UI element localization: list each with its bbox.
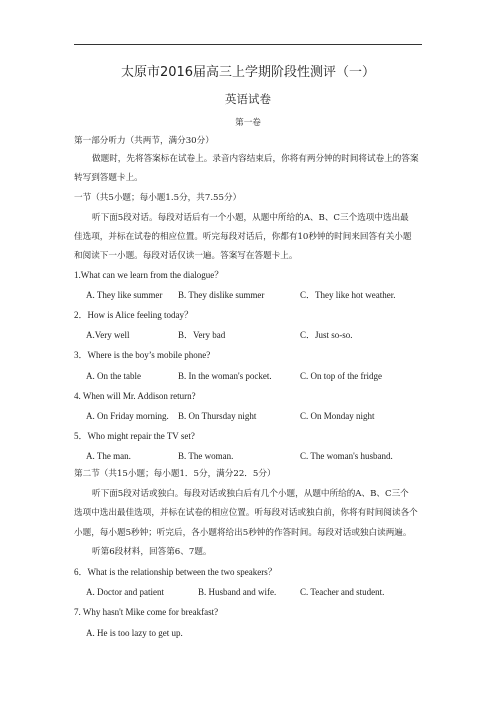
question-2: 2．How is Alice feeling today？ <box>74 310 193 320</box>
option-c: C．They like hot weather. <box>300 290 396 300</box>
section1-instruction: 听下面5段对话。每段对话后有一个小题，从题中所给的A、B、C三个选项中选出最 <box>92 213 409 223</box>
section2-instruction: 听下面5段对话或独白。每段对话或独白后有几个小题，从题中所给的A、B、C三个 <box>92 489 409 499</box>
option-b: B. They dislike summer <box>178 290 265 300</box>
section1-header: 一节（共5小题；每小题1.5分，共7.55分） <box>74 193 242 203</box>
option-a: A. On the table <box>86 371 141 381</box>
option-a: A. They like summer <box>86 290 163 300</box>
option-a: A. The man. <box>86 451 131 461</box>
option-a: A. He is too lazy to get up. <box>86 628 183 638</box>
option-a: A.Very well <box>86 330 130 340</box>
option-c: C. The woman's husband. <box>300 451 393 461</box>
section2-instruction: 小题，每小题5秒钟；听完后，各小题将给出5秒钟的作答时间。每段对话或独白读两遍。 <box>74 528 412 538</box>
option-b: B. On Thursday night <box>178 411 257 421</box>
option-c: C. Teacher and student. <box>300 587 385 597</box>
option-a: A. Doctor and patient <box>86 587 164 597</box>
question-7: 7. Why hasn't Mike come for breakfast? <box>74 607 219 617</box>
exam-title: 太原市2016届高三上学期阶段性测评（一） <box>120 65 376 80</box>
question-5: 5．Who might repair the TV set? <box>74 431 195 441</box>
question-6: 6．What is the relationship between the two speakers？ <box>74 567 277 577</box>
intro-line: 做题时，先将答案标在试卷上。录音内容结束后，你将有两分钟的时间将试卷上的答案 <box>92 154 419 164</box>
option-a: A. On Friday morning. <box>86 411 169 421</box>
exam-subtitle: 英语试卷 <box>225 92 271 106</box>
option-b: B．Very bad <box>178 330 226 340</box>
option-b: B. In the woman's pocket. <box>178 371 272 381</box>
section1-instruction: 和阅读下一小题。每段对话仅读一遍。答案写在答题卡上。 <box>74 251 298 261</box>
header-rule <box>74 44 422 45</box>
option-c: C. On top of the fridge <box>300 371 382 381</box>
part1-header: 第一部分听力（共两节，满分30分） <box>74 136 214 146</box>
material-note: 听第6段材料，回答第6、7题。 <box>92 547 212 557</box>
option-c: C．Just so-so. <box>300 330 353 340</box>
section2-instruction: 选项中选出最佳选项，并标在试卷的相应位置。听每段对话或独白前，你将有时间阅读各个 <box>74 508 418 518</box>
option-c: C. On Monday night <box>300 411 375 421</box>
question-3: 3．Where is the boy’s mobile phone? <box>74 350 211 360</box>
option-b: B. Husband and wife. <box>198 587 277 597</box>
question-1: 1.What can we learn from the dialogue？ <box>74 270 224 280</box>
volume-label: 第一卷 <box>235 118 261 128</box>
option-b: B. The woman. <box>178 451 234 461</box>
section2-header: 第二节（共15小题；每小题1．5分，满分22．5分） <box>74 469 276 479</box>
question-4: 4. When will Mr. Addison return? <box>74 391 196 401</box>
section1-instruction: 佳选项，并标在试卷的相应位置。听完每段对话后，你都有10秒钟的时间来回答有关小题 <box>74 232 412 242</box>
intro-line: 转写到答题卡上。 <box>74 173 143 183</box>
